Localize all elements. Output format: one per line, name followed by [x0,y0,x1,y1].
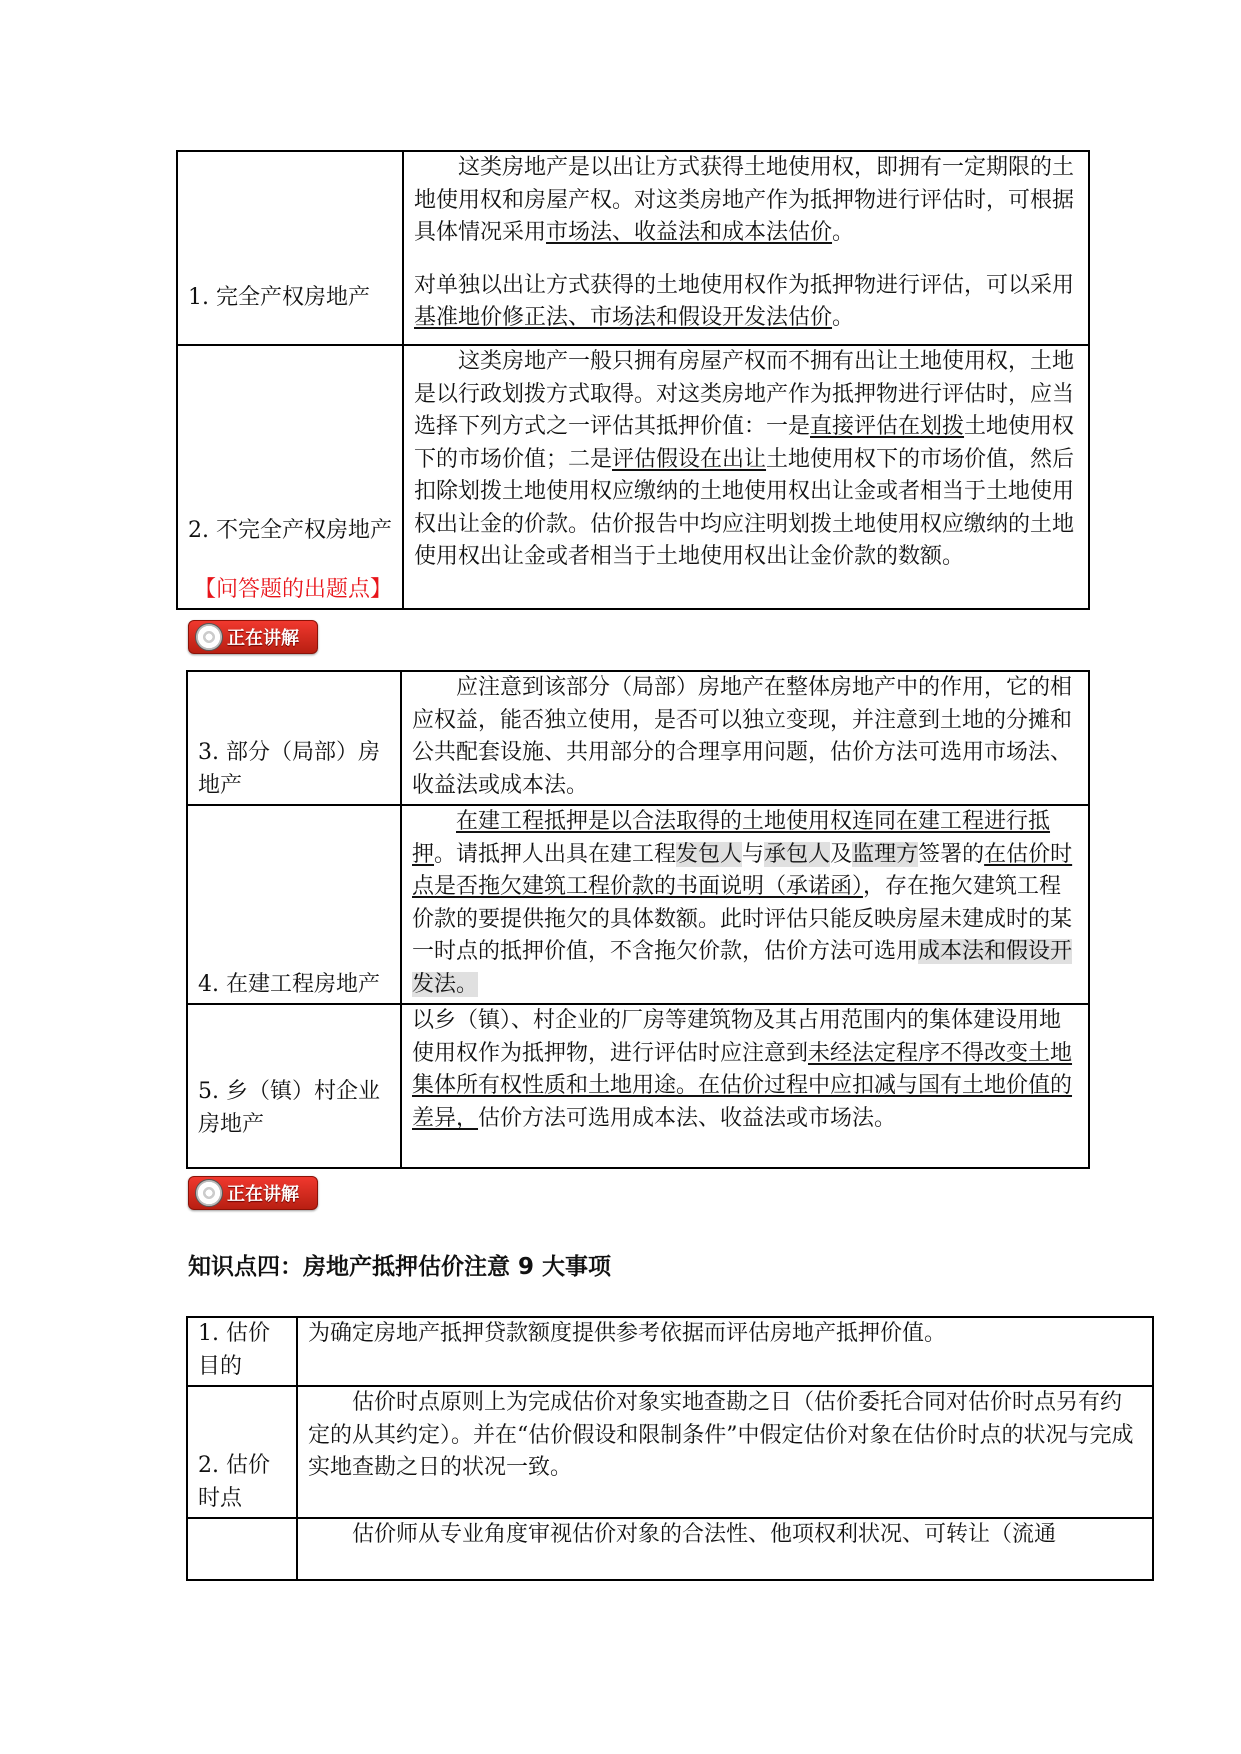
disc-icon [195,1179,223,1207]
text-span: 土地使用权下的市场价值，然后扣除划拨土地使用权应缴纳的土地使用权出让金或者相当于土地使用权出让金的价款。估价报告中均应注明划拨土地使用权应缴纳的土地使用权出让金或者相当于土地使用权出让金价款的数额。 [414,446,1075,569]
table-row [187,1317,1153,1386]
underlined-text: 在估价时点是否拖欠建筑工程价款的书面说明（承诺函） [412,841,1073,899]
underlined-text: 市场法、收益法和成本法估价 [546,220,833,245]
table-row [187,1004,1089,1168]
text-span: 签署的 [918,841,985,867]
row-label-cell [177,345,403,609]
paragraph [414,346,1078,574]
underlined-text: 未经法定程序不得改变土地集体所有权性质和土地用途。在估价过程中应扣减与国有土地价值的差异， [412,1040,1073,1131]
row-label: 1. 完全产权房地产 [188,284,370,310]
paragraph [414,270,1078,335]
row-label-cell [187,1004,401,1168]
row-content-cell [401,671,1089,805]
text-span: 估价方法可选用成本法、收益法或市场法。 [478,1105,897,1131]
text-span: 。 [832,305,855,330]
exam-point-note: 【问答题的出题点】 [193,576,392,602]
row-label-cell [187,671,401,805]
disc-icon [195,623,223,651]
row-label: 2. 不完全产权房地产 [188,518,392,543]
highlighted-text: 发包人 [676,841,743,867]
table-property-types-1 [176,150,1090,610]
paragraph [412,806,1078,1001]
row-content-cell [403,151,1089,345]
row-label: 1. 估价目的 [198,1321,270,1379]
row-label-cell [187,1386,297,1518]
row-label: 3. 部分（局部）房地产 [198,740,380,798]
text-span: 这类房地产是以出让方式获得土地使用权，即拥有一定期限的土地使用权和房屋产权。对这类房地产作为抵押物进行评估时，可根据具体情况采用 [414,155,1075,245]
underlined-text: 评估假设在出让 [612,446,767,472]
row-label-cell [187,1518,297,1580]
paragraph: 估价师从专业角度审视估价对象的合法性、他项权利状况、可转让（流通 [352,1522,1057,1547]
table-row [187,805,1089,1004]
table-property-types-2 [186,670,1090,1169]
table-row [177,151,1089,345]
text-span: 。请抵押人出具在建工程 [434,841,677,867]
text-span: ，存在拖欠建筑工程价款的要提供拖欠的具体数额。此时评估只能反映房屋未建成时的某一时点的抵押价值，不含拖欠价款，估价方法可选用 [412,874,1073,964]
text-span: 。 [832,220,855,245]
row-label-cell [187,805,401,1004]
now-explaining-button[interactable] [188,1176,318,1210]
text-span: 及 [830,841,853,867]
table-row [187,1518,1153,1580]
table-row [187,671,1089,805]
text-span: 对单独以出让方式获得的土地使用权作为抵押物进行评估，可以采用 [414,272,1075,298]
paragraph [412,1005,1078,1135]
row-label-cell [187,1317,297,1386]
underlined-text: 直接评估在划拨 [810,414,965,439]
now-explaining-button[interactable] [188,620,318,654]
highlighted-text: 成本法和假设开发法。 [412,939,1073,997]
highlighted-text: 监理方 [852,841,919,867]
text-span: 这类房地产一般只拥有房屋产权而不拥有出让土地使用权，土地是以行政划拨方式取得。对这类房地产作为抵押物进行评估时，应当选择下列方式之一评估其抵押价值：一是 [414,349,1075,439]
badge-label: 正在讲解 [227,628,299,649]
table-row [177,345,1089,609]
text-span: 土地使用权下的市场价值；二是 [414,414,1075,472]
section-heading: 知识点四：房地产抵押估价注意 9 大事项 [188,1254,612,1280]
row-content-cell [403,345,1089,609]
row-content-cell [297,1518,1153,1580]
row-content-cell [297,1386,1153,1518]
row-label-cell [177,151,403,345]
row-content-cell [401,1004,1089,1168]
row-content-cell [401,805,1089,1004]
paragraph [414,152,1078,250]
table-row [187,1386,1153,1518]
highlighted-text: 承包人 [764,841,831,867]
text-span: 以乡（镇）、村企业的厂房等建筑物及其占用范围内的集体建设用地使用权作为抵押物，进行评估时应注意到 [412,1008,1062,1066]
paragraph [412,672,1078,802]
badge-label: 正在讲解 [227,1184,299,1205]
text-span: 应注意到该部分（局部）房地产在整体房地产中的作用，它的相应权益，能否独立使用，是否可以独立变现，并注意到土地的分摊和公共配套设施、共用部分的合理享用问题，估价方法可选用市场法、收益法或成本法。 [412,675,1073,798]
row-label: 5. 乡（镇）村企业房地产 [198,1079,380,1137]
paragraph: 估价时点原则上为完成估价对象实地查勘之日（估价委托合同对估价时点另有约定的从其约定）。并在“估价假设和限制条件”中假定估价对象在估价时点的状况与完成实地查勘之日的状况一致。 [308,1390,1134,1480]
underlined-text: 基准地价修正法、市场法和假设开发法估价 [414,305,833,330]
underlined-text: 在建工程抵押是以合法取得的土地使用权连同在建工程进行抵押 [412,809,1051,867]
table-appraisal-notes [186,1316,1154,1581]
row-content-cell [297,1317,1153,1386]
row-label: 2. 估价时点 [198,1453,270,1511]
row-label: 4. 在建工程房地产 [198,971,380,997]
paragraph: 为确定房地产抵押贷款额度提供参考依据而评估房地产抵押价值。 [308,1321,947,1346]
text-span: 与 [742,841,765,867]
